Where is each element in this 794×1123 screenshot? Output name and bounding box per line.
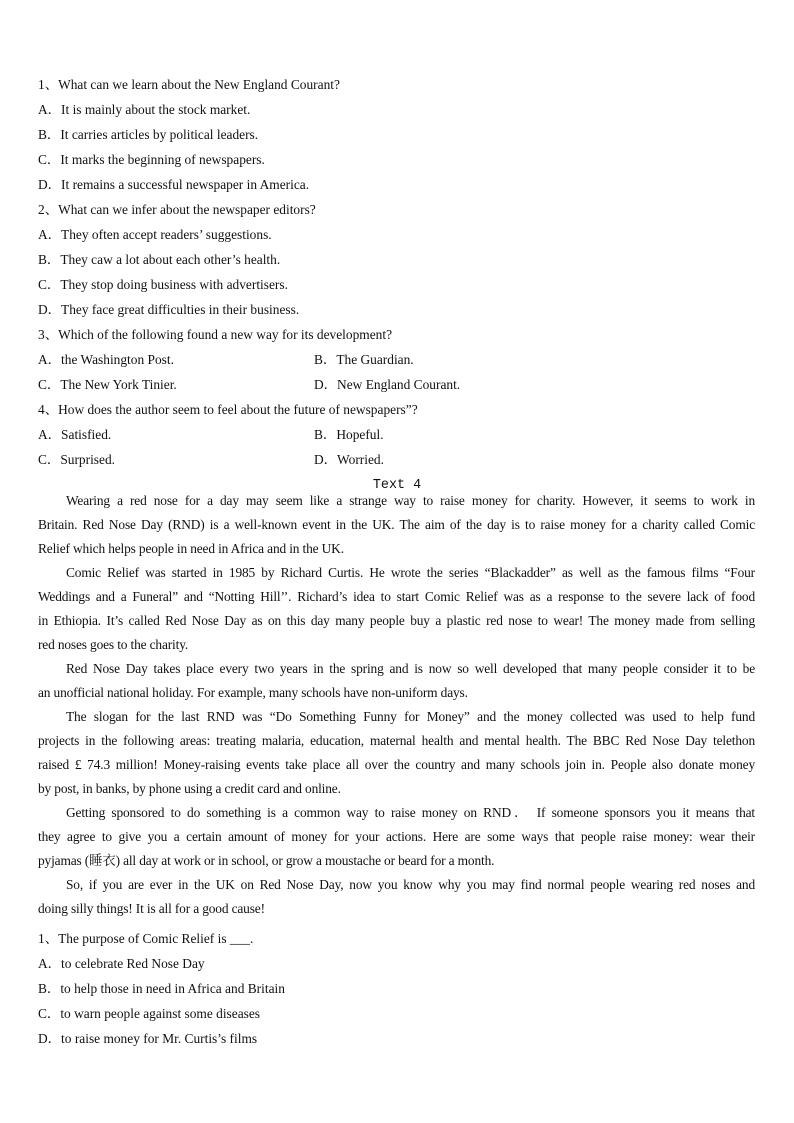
answer-option: B．It carries articles by political leaders. — [38, 127, 259, 142]
answer-option: B．They caw a lot about each other’s health. — [38, 252, 281, 267]
paragraph-line — [38, 777, 755, 801]
paragraph-line-text: Weddings and a Funeral” and “Notting Hill’’. Richard’s idea to start Comic Relief was as a response to the severe lack of food — [38, 589, 755, 604]
paragraph-line-text: doing silly things! It is all for a good cause! — [38, 901, 265, 916]
question-stem: 3、Which of the following found a new way for its development? — [38, 327, 393, 342]
paragraph-line — [38, 489, 755, 513]
paragraph-line-text: Britain. Red Nose Day (RND) is a well-known event in the UK. The aim of the day is to raise money for a charity called Comic — [38, 517, 755, 532]
paragraph-line — [38, 801, 755, 825]
answer-option: D．to raise money for Mr. Curtis’s films — [38, 1031, 258, 1046]
answer-option: C．to warn people against some diseases — [38, 1006, 261, 1021]
paragraph-line-text: in Ethiopia. It’s called Red Nose Day as on this day many people buy a plastic red nose to wear! The money made from selling — [38, 613, 755, 628]
paragraph-line — [38, 561, 755, 585]
paragraph-line-text: Relief which helps people in need in Africa and in the UK. — [38, 541, 344, 556]
paragraph-line-text: projects in the following areas: treating malaria, education, maternal health and mental health. The BBC Red Nose Day telethon — [38, 733, 755, 748]
paragraph-line-text: Comic Relief was started in 1985 by Richard Curtis. He wrote the series “Blackadder” as well as the famous films “Four — [66, 565, 755, 580]
paragraph-line-text: red noses goes to the charity. — [38, 637, 189, 652]
paragraph-line — [38, 657, 755, 681]
questions-section-1 — [38, 72, 755, 472]
paragraph-line — [38, 705, 755, 729]
answer-option: C．The New York Tinier. — [38, 377, 177, 392]
paragraph-line-text: So, if you are ever in the UK on Red Nose Day, now you know why you may find normal people wearing red noses and — [66, 877, 755, 892]
paragraph-line-text: pyjamas (睡衣) all day at work or in school, or grow a moustache or beard for a month. — [38, 853, 495, 868]
answer-option: A．It is mainly about the stock market. — [38, 102, 251, 117]
paragraph-line — [38, 537, 755, 561]
paragraph-line-text: an unofficial national holiday. For example, many schools have non-uniform days. — [38, 685, 468, 700]
paragraph-line — [38, 873, 755, 897]
paragraph-line — [38, 897, 755, 921]
option-row — [38, 422, 755, 447]
answer-option: A．Satisfied. — [38, 427, 112, 442]
question-stem: 2、What can we infer about the newspaper editors? — [38, 202, 316, 217]
answer-option: B．Hopeful. — [314, 427, 384, 442]
answer-option: D．They face great difficulties in their business. — [38, 302, 300, 317]
paragraph-line-text: Getting sponsored to do something is a common way to raise money on RND． If someone sponsors you it means that — [66, 805, 755, 820]
answer-option: A．the Washington Post. — [38, 352, 174, 367]
paragraph-line — [38, 585, 755, 609]
paragraph-line-text: Wearing a red nose for a day may seem like a strange way to raise money for charity. However, it seems to work in — [66, 493, 755, 508]
paragraph-line — [38, 681, 755, 705]
answer-option: D．Worried. — [314, 452, 384, 467]
option-row — [38, 347, 755, 372]
answer-option: C．It marks the beginning of newspapers. — [38, 152, 265, 167]
paragraph-line-text: Red Nose Day takes place every two years in the spring and is now so well developed that many people consider it to be — [66, 661, 755, 676]
answer-option: A．to celebrate Red Nose Day — [38, 956, 205, 971]
option-row — [38, 372, 755, 397]
passage-body — [38, 489, 755, 921]
passage-title: Text 4 — [372, 478, 422, 493]
answer-option: D．It remains a successful newspaper in America. — [38, 177, 310, 192]
paragraph-line — [38, 513, 755, 537]
paragraph-line — [38, 633, 755, 657]
paragraph-line — [38, 825, 755, 849]
answer-option: C．Surprised. — [38, 452, 115, 467]
question-stem: 4、How does the author seem to feel about the future of newspapers”? — [38, 402, 418, 417]
answer-option: B．The Guardian. — [314, 352, 414, 367]
paragraph-line — [38, 849, 755, 873]
paragraph-line-text: The slogan for the last RND was “Do Something Funny for Money” and the money collected was used to help fund — [66, 709, 755, 724]
answer-option: D．New England Courant. — [314, 377, 461, 392]
answer-option: A．They often accept readers’ suggestions. — [38, 227, 272, 242]
questions-section-2 — [38, 926, 755, 1051]
paragraph-line — [38, 729, 755, 753]
answer-option: C．They stop doing business with advertisers. — [38, 277, 288, 292]
paragraph-line-text: raised £ 74.3 million! Money-raising events take place all over the country and many schools join in. People also donate money — [38, 757, 755, 772]
question-stem: 1、What can we learn about the New England Courant? — [38, 77, 340, 92]
answer-option: B．to help those in need in Africa and Britain — [38, 981, 285, 996]
paragraph-line — [38, 609, 755, 633]
option-row — [38, 447, 755, 472]
paragraph-line-text: by post, in banks, by phone using a credit card and online. — [38, 781, 341, 796]
paragraph-line — [38, 753, 755, 777]
question-stem: 1、The purpose of Comic Relief is ___. — [38, 931, 254, 946]
paragraph-line-text: they agree to give you a certain amount of money for your actions. Here are some ways that people raise money: wear their — [38, 829, 755, 844]
